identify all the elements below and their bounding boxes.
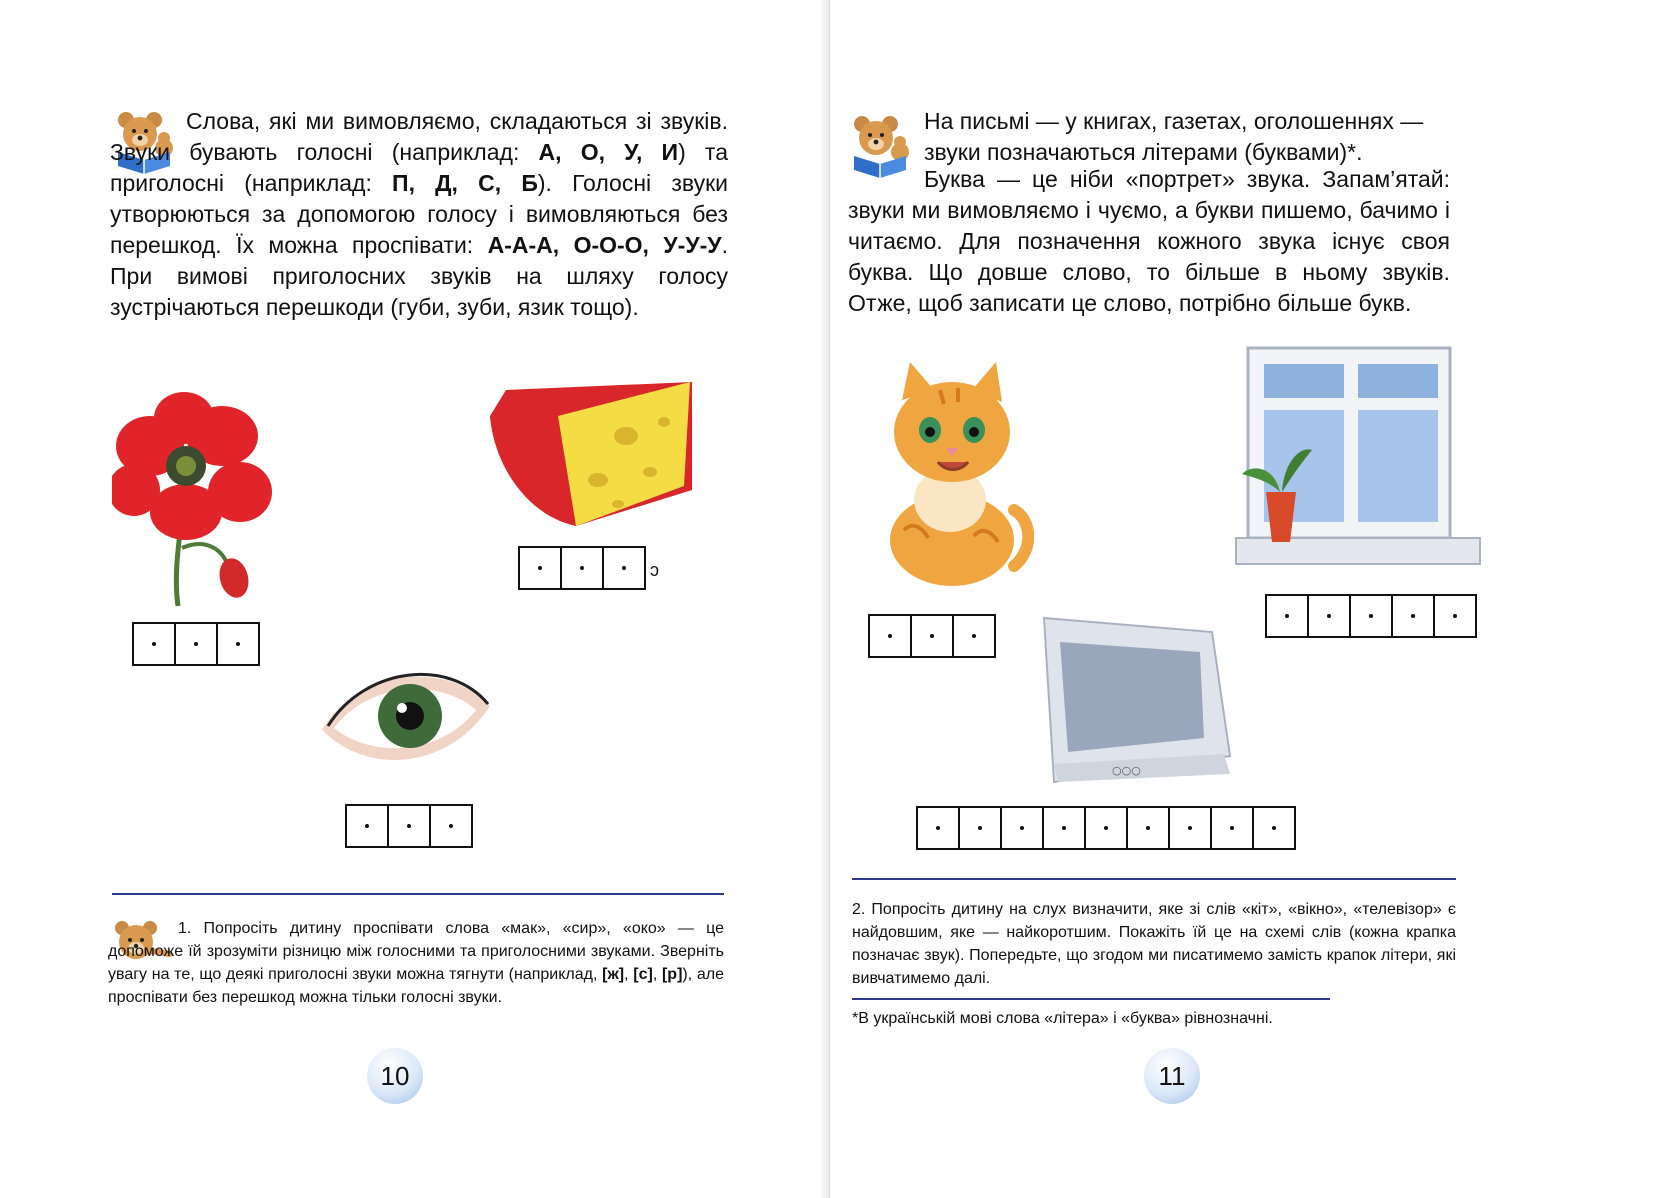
- sound-scheme-window: [1265, 594, 1477, 638]
- eye-icon: [318, 660, 492, 776]
- consonants-example: П, Д, С, Б: [392, 170, 538, 196]
- scan-mark: ɔ: [650, 560, 659, 580]
- sound-scheme-tv: [916, 806, 1296, 850]
- divider-left: [112, 893, 724, 895]
- intro-paragraph-right: Буква — це ніби «портрет» звука. Запам’ятай: звуки ми вимовляємо і чуємо, а букви пишемо, бачимо і читаємо. Для позначення кожного звука існує своя буква. Що довше слово, то більше в ньому звуків. Отже, щоб записати це слово, потрібно більше букв.: [848, 166, 1450, 316]
- page-right: [830, 0, 1659, 1198]
- kitten-icon: [874, 360, 1034, 592]
- sound-scheme-poppy: [132, 622, 260, 666]
- sound-scheme-cheese: [518, 546, 646, 590]
- parent-note-right: 2. Попросіть дитину на слух визначити, яке зі слів «кіт», «вікно», «телевізор» є найдовшим, яке — найкоротшим. Покажіть їй це на схемі слів (кожна крапка позначає звук). Попередьте, що згодом ми писатимемо замість крапок літери, які вивчатимемо далі.: [852, 901, 1456, 987]
- footnote: *В українській мові слова «літера» і «буква» рівнозначні.: [852, 1010, 1273, 1027]
- divider-right: [852, 878, 1456, 880]
- sing-example: А-А-А, О-О-О, У-У-У: [487, 232, 722, 258]
- intro-line-right: На письмі — у книгах, газетах, оголошеннях — звуки позначаються літерами (буквами)*.: [924, 108, 1424, 165]
- cheese-icon: [488, 376, 694, 528]
- tv-icon: [1034, 616, 1234, 784]
- footnote-divider: [852, 998, 1330, 1000]
- sound-scheme-eye: [345, 804, 473, 848]
- sound-scheme-kitten: [868, 614, 996, 658]
- page-number-right: 11: [1144, 1048, 1200, 1104]
- intro-paragraph-left: Слова, які ми вимовляємо, складаються зі звуків. Звуки бувають голосні (наприклад: А, О, У, И) та приголосні (наприклад: П, Д, С, Б). Голосні звуки утворюються за допомогою голосу і вимовляються без перешкод. Їх можна проспівати: А-А-А, О-О-О, У-У-У. При вимові приголосних звуків на шляху голосу зустрічаються перешкоди (губи, зуби, язик тощо).: [110, 108, 728, 320]
- window-icon: [1234, 346, 1482, 570]
- page-number-left: 10: [367, 1048, 423, 1104]
- parent-note-left: 1. Попросіть дитину проспівати слова «мак», «сир», «око» — це допоможе їй зрозуміти різницю між голосними та приголосними звуками. Зверніть увагу на те, що деякі приголосні звуки можна тягнути (наприклад, [ж], [с], [р]), але проспівати без перешкод можна тільки голосні звуки.: [108, 920, 725, 1006]
- vowels-example: А, О, У, И: [538, 139, 679, 165]
- tv-control-buttons: ○○○: [1112, 764, 1141, 777]
- poppy-flower-icon: [112, 388, 282, 610]
